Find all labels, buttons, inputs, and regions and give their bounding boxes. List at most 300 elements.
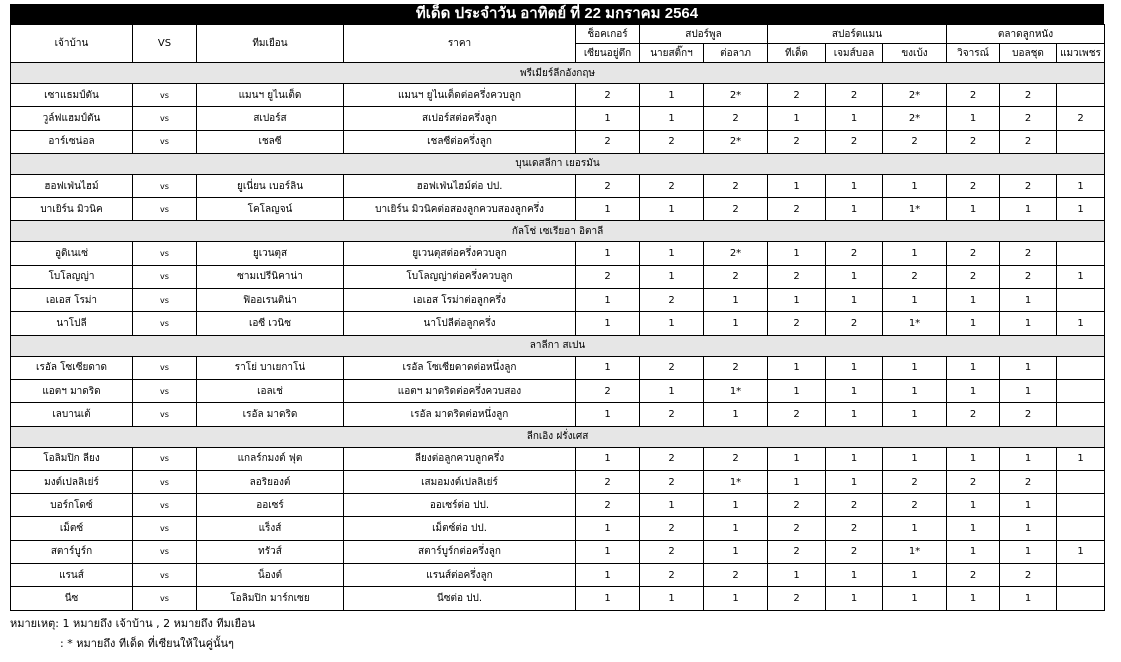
home-team: มงต์เปลลิเย่ร์ — [11, 470, 133, 493]
pick-cell: 1 — [768, 107, 826, 130]
pick-cell: 2 — [768, 517, 826, 540]
vs-label: vs — [133, 289, 197, 312]
pick-cell: 2* — [704, 242, 768, 265]
pick-cell: 1 — [576, 198, 640, 221]
home-team: นีซ — [11, 587, 133, 610]
pick-cell: 1* — [883, 312, 947, 335]
away-team: ลอริยองต์ — [197, 470, 344, 493]
pick-cell: 1 — [640, 265, 704, 288]
pick-cell — [1057, 379, 1105, 402]
vs-label: vs — [133, 312, 197, 335]
pick-cell: 1 — [576, 289, 640, 312]
pick-cell: 1 — [947, 379, 1000, 402]
away-team: เชลซี — [197, 130, 344, 153]
pick-cell: 1 — [883, 174, 947, 197]
pick-cell: 2 — [947, 265, 1000, 288]
league-row — [11, 426, 1105, 447]
pick-cell: 2 — [768, 494, 826, 517]
pick-cell: 1 — [576, 447, 640, 470]
pick-cell — [1057, 470, 1105, 493]
home-team: โบโลญญ่า — [11, 265, 133, 288]
vs-label: vs — [133, 470, 197, 493]
pick-cell: 2* — [883, 107, 947, 130]
pick-cell: 2 — [576, 470, 640, 493]
vs-label: vs — [133, 587, 197, 610]
pick-cell: 2 — [826, 540, 883, 563]
pick-cell — [1057, 403, 1105, 426]
pick-cell: 1 — [1000, 494, 1057, 517]
match-row — [11, 84, 1105, 107]
pick-cell: 2 — [883, 130, 947, 153]
pick-cell: 1 — [947, 312, 1000, 335]
league-name: กัลโช่ เซเรียอา อิตาลี — [11, 221, 1105, 242]
pick-cell: 2 — [640, 403, 704, 426]
pick-cell: 2 — [826, 84, 883, 107]
pick-cell: 2 — [640, 517, 704, 540]
pick-cell: 1 — [947, 587, 1000, 610]
pick-cell: 2 — [640, 130, 704, 153]
pick-cell: 1 — [640, 198, 704, 221]
away-team: โอลิมปิก มาร์กเซย — [197, 587, 344, 610]
pick-cell: 2 — [947, 84, 1000, 107]
pick-cell: 2 — [768, 130, 826, 153]
match-row — [11, 447, 1105, 470]
home-team: เซาแธมป์ตัน — [11, 84, 133, 107]
header-tipster: เซียนอยู่ตึก — [576, 44, 640, 63]
pick-cell: 1 — [826, 174, 883, 197]
home-team: เลบานเต้ — [11, 403, 133, 426]
header-group-shocker: ช็อคเกอร์ — [576, 25, 640, 44]
pick-cell: 1 — [640, 494, 704, 517]
pick-cell: 2 — [704, 198, 768, 221]
league-row — [11, 335, 1105, 356]
away-team: สเปอร์ส — [197, 107, 344, 130]
pick-cell: 2 — [640, 540, 704, 563]
note-line-2: : * หมายถึง ทีเด็ด ที่เซียนให้ในคู่นั้นๆ — [60, 637, 234, 650]
pick-cell: 1 — [1000, 587, 1057, 610]
pick-cell: 1 — [883, 289, 947, 312]
pick-cell: 1 — [1000, 289, 1057, 312]
notes — [10, 614, 255, 654]
price-line: ลียงต่อลูกควบลูกครึ่ง — [344, 447, 576, 470]
league-name: พรีเมียร์ลีกอังกฤษ — [11, 63, 1105, 84]
pick-cell: 1 — [640, 107, 704, 130]
pick-cell: 1 — [768, 470, 826, 493]
price-line: ยูเวนตุสต่อครึ่งควบลูก — [344, 242, 576, 265]
header-away: ทีมเยือน — [197, 25, 344, 63]
away-team: ฟิออเรนติน่า — [197, 289, 344, 312]
pick-cell: 1 — [768, 379, 826, 402]
pick-cell: 1 — [1057, 312, 1105, 335]
pick-cell: 1 — [768, 174, 826, 197]
pick-cell: 1 — [947, 517, 1000, 540]
pick-cell: 2 — [576, 494, 640, 517]
pick-cell: 2 — [947, 470, 1000, 493]
away-team: เรอัล มาดริด — [197, 403, 344, 426]
away-team: เอซี เวนิซ — [197, 312, 344, 335]
pick-cell: 1 — [768, 356, 826, 379]
pick-cell: 2 — [1000, 84, 1057, 107]
pick-cell: 1 — [1057, 447, 1105, 470]
pick-cell: 1 — [883, 517, 947, 540]
league-name: ลีกเอิง ฝรั่งเศส — [11, 426, 1105, 447]
pick-cell: 1* — [883, 198, 947, 221]
pick-cell: 1 — [576, 107, 640, 130]
away-team: ทรัวส์ — [197, 540, 344, 563]
pick-cell: 1 — [576, 403, 640, 426]
pick-cell: 2 — [768, 403, 826, 426]
pick-cell: 2* — [883, 84, 947, 107]
pick-cell: 1 — [826, 289, 883, 312]
pick-cell: 1 — [576, 312, 640, 335]
pick-cell: 2 — [947, 403, 1000, 426]
pick-cell: 2 — [576, 379, 640, 402]
home-team: แอตฯ มาดริด — [11, 379, 133, 402]
pick-cell: 2 — [1000, 242, 1057, 265]
home-team: โอลิมปิก ลียง — [11, 447, 133, 470]
header-tipster: ทีเด็ด — [768, 44, 826, 63]
away-team: ซามเปรีนิคาน่า — [197, 265, 344, 288]
pick-cell: 1 — [704, 403, 768, 426]
vs-label: vs — [133, 107, 197, 130]
note-line-1: หมายเหตุ: 1 หมายถึง เจ้าบ้าน , 2 หมายถึง ทีมเยือน — [10, 617, 256, 630]
home-team: อาร์เซน่อล — [11, 130, 133, 153]
pick-cell — [1057, 494, 1105, 517]
price-line: แอตฯ มาดริดต่อครึ่งควบสอง — [344, 379, 576, 402]
header-row-groups — [11, 25, 1105, 44]
vs-label: vs — [133, 130, 197, 153]
pick-cell: 2 — [704, 564, 768, 587]
away-team: ยูเนี่ยน เบอร์ลิน — [197, 174, 344, 197]
vs-label: vs — [133, 356, 197, 379]
match-row — [11, 379, 1105, 402]
price-line: นีซต่อ ปป. — [344, 587, 576, 610]
pick-cell: 1 — [768, 289, 826, 312]
match-row — [11, 198, 1105, 221]
vs-label: vs — [133, 198, 197, 221]
pick-cell: 1 — [640, 84, 704, 107]
price-line: บาเยิร์น มิวนิคต่อสองลูกควบสองลูกครึ่ง — [344, 198, 576, 221]
match-row — [11, 587, 1105, 610]
pick-cell: 1 — [947, 356, 1000, 379]
away-team: แกลร์กมงต์ ฟุต — [197, 447, 344, 470]
pick-cell: 2 — [826, 312, 883, 335]
pick-cell: 2 — [883, 265, 947, 288]
vs-label: vs — [133, 403, 197, 426]
pick-cell: 1 — [826, 356, 883, 379]
away-team: น็องต์ — [197, 564, 344, 587]
header-tipster: บอลชุด — [1000, 44, 1057, 63]
pick-cell: 2 — [704, 107, 768, 130]
header-home: เจ้าบ้าน — [11, 25, 133, 63]
pick-cell: 2 — [826, 242, 883, 265]
pick-cell — [1057, 84, 1105, 107]
vs-label: vs — [133, 242, 197, 265]
pick-cell: 2 — [704, 265, 768, 288]
away-team: แร็งส์ — [197, 517, 344, 540]
pick-cell: 2 — [640, 289, 704, 312]
header-tipster: ขงเบ้ง — [883, 44, 947, 63]
pick-cell: 2 — [1000, 403, 1057, 426]
pick-cell: 2 — [947, 130, 1000, 153]
header-price: ราคา — [344, 25, 576, 63]
price-line: นาโปลีต่อลูกครึ่ง — [344, 312, 576, 335]
pick-cell — [1057, 289, 1105, 312]
pick-cell: 1 — [826, 470, 883, 493]
match-row — [11, 312, 1105, 335]
pick-cell: 1 — [704, 540, 768, 563]
pick-cell: 1 — [704, 289, 768, 312]
pick-cell: 1 — [883, 403, 947, 426]
pick-cell: 1 — [704, 517, 768, 540]
home-team: บอร์กโดซ์ — [11, 494, 133, 517]
pick-cell: 2 — [1000, 564, 1057, 587]
pick-cell: 1 — [947, 198, 1000, 221]
pick-cell: 2 — [1000, 470, 1057, 493]
pick-cell — [1057, 564, 1105, 587]
pick-cell: 1 — [947, 494, 1000, 517]
match-row — [11, 540, 1105, 563]
pick-cell: 1 — [883, 587, 947, 610]
pick-cell: 2 — [640, 447, 704, 470]
vs-label: vs — [133, 564, 197, 587]
pick-cell — [1057, 517, 1105, 540]
pick-cell — [1057, 130, 1105, 153]
pick-cell: 1 — [947, 447, 1000, 470]
pick-cell: 1 — [826, 403, 883, 426]
pick-cell: 1 — [704, 587, 768, 610]
pick-cell: 1 — [947, 289, 1000, 312]
pick-cell: 1 — [826, 587, 883, 610]
pick-cell — [1057, 587, 1105, 610]
pick-cell: 1 — [1057, 540, 1105, 563]
pick-cell: 2 — [947, 564, 1000, 587]
vs-label: vs — [133, 84, 197, 107]
pick-cell: 2 — [576, 174, 640, 197]
pick-cell — [1057, 356, 1105, 379]
pick-cell: 2 — [768, 312, 826, 335]
match-row — [11, 130, 1105, 153]
pick-cell: 1 — [640, 379, 704, 402]
pick-cell: 1 — [704, 494, 768, 517]
pick-cell: 2 — [704, 447, 768, 470]
price-line: เรอัล โซเซียดาดต่อหนึ่งลูก — [344, 356, 576, 379]
pick-cell: 2 — [768, 587, 826, 610]
pick-cell: 2 — [768, 84, 826, 107]
match-row — [11, 470, 1105, 493]
pick-cell: 2 — [826, 130, 883, 153]
pick-cell: 2 — [576, 130, 640, 153]
pick-cell: 2 — [1000, 265, 1057, 288]
pick-cell: 2 — [947, 174, 1000, 197]
pick-cell: 1 — [1000, 379, 1057, 402]
pick-cell: 1 — [1000, 312, 1057, 335]
pick-cell — [1057, 242, 1105, 265]
league-name: บุนเดสลีกา เยอรมัน — [11, 153, 1105, 174]
home-team: เม็ตซ์ — [11, 517, 133, 540]
price-line: สตาร์บูร์กต่อครึ่งลูก — [344, 540, 576, 563]
pick-cell: 1 — [826, 564, 883, 587]
away-team: เอลเช่ — [197, 379, 344, 402]
pick-cell: 2 — [1000, 130, 1057, 153]
pick-cell: 2 — [947, 242, 1000, 265]
pick-cell: 1 — [883, 242, 947, 265]
away-team: โคโลญจน์ — [197, 198, 344, 221]
pick-cell: 1 — [768, 564, 826, 587]
vs-label: vs — [133, 540, 197, 563]
pick-cell: 2* — [704, 130, 768, 153]
vs-label: vs — [133, 379, 197, 402]
vs-label: vs — [133, 447, 197, 470]
pick-cell: 1 — [826, 198, 883, 221]
pick-cell: 1 — [947, 540, 1000, 563]
pick-cell: 1 — [826, 447, 883, 470]
pick-cell: 1 — [768, 447, 826, 470]
pick-cell: 1 — [1000, 198, 1057, 221]
price-line: เม็ตซ์ต่อ ปป. — [344, 517, 576, 540]
price-line: เอเอส โรม่าต่อลูกครึ่ง — [344, 289, 576, 312]
pick-cell: 1 — [576, 242, 640, 265]
header-tipster: เจมส์บอล — [826, 44, 883, 63]
pick-cell: 2 — [883, 494, 947, 517]
tips-table — [10, 24, 1105, 611]
header-tipster: วิจารณ์ — [947, 44, 1000, 63]
match-row — [11, 564, 1105, 587]
pick-cell: 1 — [768, 242, 826, 265]
pick-cell: 2 — [576, 84, 640, 107]
match-row — [11, 289, 1105, 312]
away-team: แมนฯ ยูไนเต็ด — [197, 84, 344, 107]
home-team: นาโปลี — [11, 312, 133, 335]
match-row — [11, 356, 1105, 379]
header-tipster: นายสติ๊กฯ — [640, 44, 704, 63]
home-team: แรนส์ — [11, 564, 133, 587]
pick-cell: 1 — [704, 312, 768, 335]
league-name: ลาลีกา สเปน — [11, 335, 1105, 356]
pick-cell: 1 — [1057, 265, 1105, 288]
league-row — [11, 221, 1105, 242]
pick-cell: 2 — [704, 356, 768, 379]
header-group-sporpool: สปอร์พูล — [640, 25, 768, 44]
pick-cell: 2 — [1000, 107, 1057, 130]
pick-cell: 2 — [826, 494, 883, 517]
pick-cell: 1 — [640, 587, 704, 610]
home-team: เอเอส โรม่า — [11, 289, 133, 312]
away-team: ออเซร์ — [197, 494, 344, 517]
pick-cell: 2 — [768, 198, 826, 221]
price-line: เสมอมงต์เปลลิเย่ร์ — [344, 470, 576, 493]
match-row — [11, 242, 1105, 265]
pick-cell: 2 — [576, 265, 640, 288]
pick-cell: 1 — [576, 564, 640, 587]
away-team: ราโย่ บาเยกาโน่ — [197, 356, 344, 379]
pick-cell: 2 — [1000, 174, 1057, 197]
pick-cell: 1 — [826, 379, 883, 402]
pick-cell: 1* — [704, 470, 768, 493]
header-tipster: แมวเพชร — [1057, 44, 1105, 63]
pick-cell: 1 — [1000, 447, 1057, 470]
pick-cell: 1 — [1057, 198, 1105, 221]
pick-cell: 1 — [826, 265, 883, 288]
page-title: ทีเด็ด ประจำวัน อาทิตย์ ที่ 22 มกราคม 2564 — [10, 4, 1104, 24]
header-tipster: ต่อลาภ — [704, 44, 768, 63]
pick-cell: 2 — [768, 540, 826, 563]
pick-cell: 2 — [1057, 107, 1105, 130]
home-team: เรอัล โซเซียดาด — [11, 356, 133, 379]
price-line: ฮอฟเฟ่นไฮม์ต่อ ปป. — [344, 174, 576, 197]
pick-cell: 1 — [947, 107, 1000, 130]
home-team: อูดิเนเซ่ — [11, 242, 133, 265]
pick-cell: 1 — [883, 447, 947, 470]
pick-cell: 1* — [704, 379, 768, 402]
pick-cell: 1 — [640, 242, 704, 265]
pick-cell: 2 — [883, 470, 947, 493]
pick-cell: 2 — [640, 174, 704, 197]
header-group-sportsman: สปอร์ตแมน — [768, 25, 947, 44]
away-team: ยูเวนตุส — [197, 242, 344, 265]
pick-cell: 1 — [576, 356, 640, 379]
match-row — [11, 174, 1105, 197]
header-group-market: ตลาดลูกหนัง — [947, 25, 1105, 44]
pick-cell: 1 — [640, 312, 704, 335]
price-line: สเปอร์สต่อครึ่งลูก — [344, 107, 576, 130]
price-line: ออเซร์ต่อ ปป. — [344, 494, 576, 517]
pick-cell: 2 — [826, 517, 883, 540]
pick-cell: 1 — [1000, 356, 1057, 379]
header-vs: VS — [133, 25, 197, 63]
pick-cell: 1 — [826, 107, 883, 130]
pick-cell: 1 — [883, 564, 947, 587]
tips-sheet — [10, 4, 1104, 611]
vs-label: vs — [133, 174, 197, 197]
home-team: ฮอฟเฟ่นไฮม์ — [11, 174, 133, 197]
league-row — [11, 63, 1105, 84]
home-team: สตาร์บูร์ก — [11, 540, 133, 563]
pick-cell: 2 — [768, 265, 826, 288]
vs-label: vs — [133, 265, 197, 288]
price-line: โบโลญญ่าต่อครึ่งควบลูก — [344, 265, 576, 288]
pick-cell: 2 — [640, 356, 704, 379]
match-row — [11, 107, 1105, 130]
pick-cell: 1 — [883, 379, 947, 402]
price-line: เรอัล มาดริดต่อหนึ่งลูก — [344, 403, 576, 426]
pick-cell: 1* — [883, 540, 947, 563]
price-line: เชลซีต่อครึ่งลูก — [344, 130, 576, 153]
pick-cell: 2 — [640, 470, 704, 493]
price-line: แรนส์ต่อครึ่งลูก — [344, 564, 576, 587]
pick-cell: 1 — [1057, 174, 1105, 197]
match-row — [11, 494, 1105, 517]
pick-cell: 2 — [704, 174, 768, 197]
league-row — [11, 153, 1105, 174]
pick-cell: 1 — [576, 587, 640, 610]
match-row — [11, 265, 1105, 288]
vs-label: vs — [133, 494, 197, 517]
pick-cell: 1 — [576, 540, 640, 563]
tips-table-body — [11, 63, 1105, 611]
match-row — [11, 517, 1105, 540]
match-row — [11, 403, 1105, 426]
home-team: บาเยิร์น มิวนิค — [11, 198, 133, 221]
price-line: แมนฯ ยูไนเต็ดต่อครึ่งควบลูก — [344, 84, 576, 107]
pick-cell: 1 — [1000, 517, 1057, 540]
pick-cell: 1 — [883, 356, 947, 379]
pick-cell: 2* — [704, 84, 768, 107]
vs-label: vs — [133, 517, 197, 540]
pick-cell: 1 — [1000, 540, 1057, 563]
home-team: วูล์ฟแฮมป์ตัน — [11, 107, 133, 130]
pick-cell: 1 — [576, 517, 640, 540]
